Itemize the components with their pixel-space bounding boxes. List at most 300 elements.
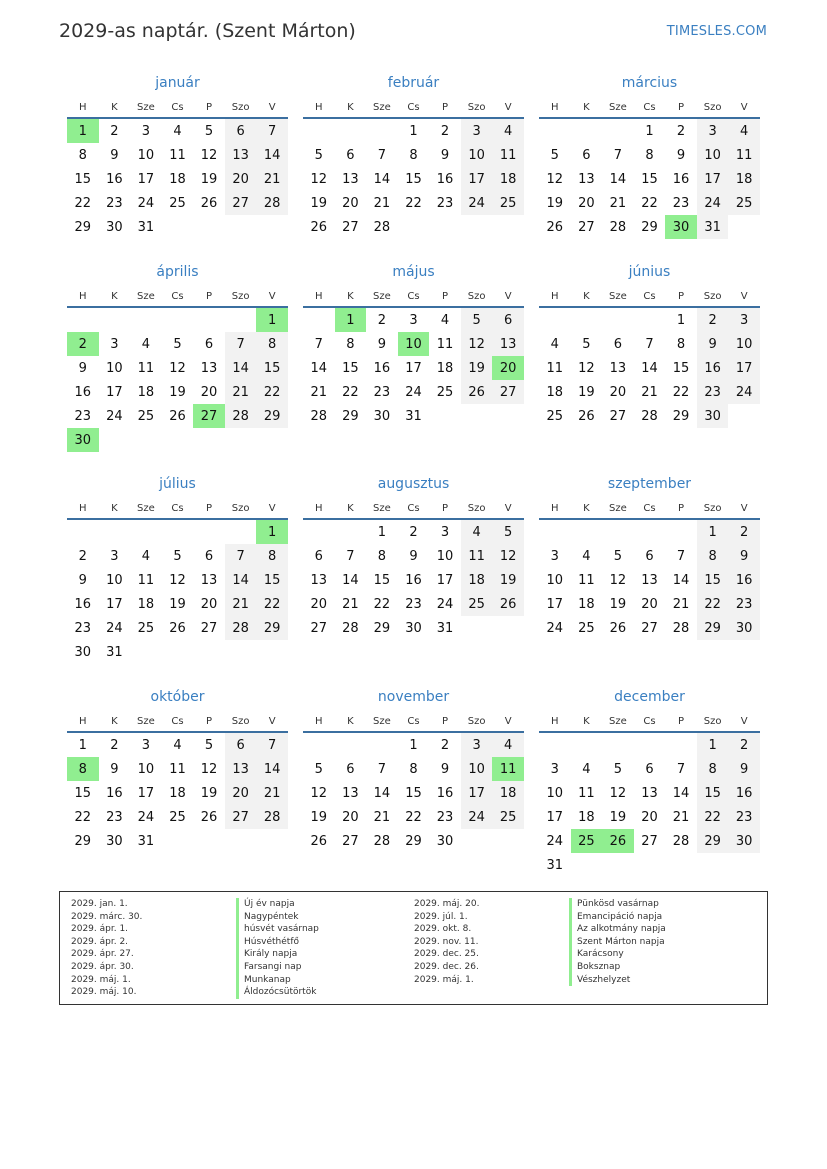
day-cell: 15 — [405, 171, 422, 187]
empty-cell — [634, 308, 666, 332]
day-cell: 4 — [550, 336, 559, 352]
day-cell: 18 — [137, 596, 155, 612]
day-cell: 19 — [578, 384, 595, 400]
day-cell: 8 — [346, 336, 355, 352]
day-cell: 3 — [141, 737, 151, 753]
day-cell: 27 — [200, 620, 218, 636]
day-grid — [67, 308, 288, 452]
day-cell: 27 — [342, 219, 359, 235]
weekday-label: Cs — [643, 291, 656, 302]
month-name: július — [159, 476, 196, 492]
weekday-label: Sze — [137, 102, 155, 113]
day-cell: 27 — [641, 620, 658, 636]
day-cell: 1 — [697, 733, 729, 757]
day-cell: 19 — [609, 596, 627, 612]
day-cell: 17 — [106, 384, 123, 400]
day-cell: 23 — [405, 596, 422, 612]
month-name: augusztus — [377, 476, 450, 492]
day-cell: 11 — [546, 360, 564, 376]
day-cell: 14 — [310, 360, 328, 376]
holiday-day-cell: 30 — [67, 428, 99, 452]
empty-cell — [366, 733, 398, 757]
empty-cell — [225, 520, 257, 544]
weekday-label: P — [206, 503, 213, 514]
legend-date: 2029. máj. 10. — [71, 987, 137, 998]
day-cell: 22 — [74, 195, 92, 211]
legend-date: 2029. máj. 20. — [414, 899, 480, 909]
day-cell: 14 — [225, 568, 257, 592]
day-cell: 1 — [697, 520, 729, 544]
day-cell: 20 — [200, 596, 218, 612]
legend-holiday-name: Nagypéntek — [236, 911, 319, 924]
weekday-label: Sze — [373, 503, 391, 514]
weekday-label: Sze — [373, 291, 391, 302]
weekday-label: Szo — [703, 102, 722, 113]
day-grid — [67, 733, 288, 853]
empty-cell — [634, 520, 666, 544]
weekday-label: H — [79, 102, 87, 113]
day-cell: 14 — [609, 171, 627, 187]
holiday-day-cell: 25 — [571, 829, 603, 853]
day-cell: 13 — [200, 360, 218, 376]
day-cell: 21 — [342, 596, 359, 612]
weekday-label: Sze — [137, 291, 155, 302]
empty-cell — [539, 520, 571, 544]
weekday-label: Szo — [467, 716, 486, 727]
day-cell: 26 — [200, 195, 218, 211]
day-cell: 9 — [728, 757, 760, 781]
day-cell: 20 — [641, 596, 658, 612]
empty-cell — [335, 119, 367, 143]
day-cell: 21 — [672, 596, 690, 612]
month-name: március — [621, 75, 678, 91]
day-cell: 10 — [461, 757, 493, 781]
day-cell: 6 — [225, 733, 257, 757]
day-cell: 6 — [346, 147, 355, 163]
day-cell: 21 — [256, 781, 288, 805]
day-cell: 12 — [492, 544, 524, 568]
day-cell: 25 — [546, 408, 564, 424]
day-cell: 11 — [169, 147, 186, 163]
weekday-label: Cs — [407, 716, 420, 727]
day-cell: 14 — [256, 143, 288, 167]
day-cell: 7 — [225, 332, 257, 356]
day-cell: 8 — [676, 336, 686, 352]
weekday-label: K — [583, 102, 590, 113]
day-cell: 10 — [461, 143, 493, 167]
day-cell: 18 — [137, 384, 155, 400]
day-cell: 4 — [582, 548, 591, 564]
empty-cell — [225, 308, 257, 332]
day-cell: 18 — [169, 785, 186, 801]
weekday-label: P — [442, 291, 449, 302]
day-cell: 28 — [342, 620, 359, 636]
legend-holiday-name: Pünkösd vasárnap — [569, 898, 666, 911]
legend-holiday-name: Áldozócsütörtök — [236, 986, 319, 999]
day-cell: 1 — [78, 737, 87, 753]
weekday-label: Sze — [609, 102, 627, 113]
empty-cell — [335, 520, 367, 544]
weekday-label: P — [678, 102, 685, 113]
day-cell: 7 — [676, 761, 686, 777]
legend-holiday-name: Új év napja — [236, 898, 319, 911]
day-cell: 22 — [256, 592, 288, 616]
weekday-label: Szo — [703, 291, 722, 302]
day-cell: 16 — [74, 384, 92, 400]
month-name: május — [392, 264, 435, 280]
day-cell: 29 — [697, 829, 729, 853]
day-cell: 13 — [492, 332, 524, 356]
weekday-label: K — [583, 291, 590, 302]
day-cell: 8 — [256, 544, 288, 568]
empty-cell — [303, 308, 335, 332]
legend-date: 2029. máj. 1. — [414, 974, 474, 985]
day-cell: 29 — [405, 833, 422, 849]
day-cell: 6 — [314, 548, 323, 564]
weekday-label: Szo — [231, 102, 250, 113]
day-cell: 29 — [373, 620, 391, 636]
day-cell: 25 — [492, 805, 524, 829]
day-cell: 11 — [578, 572, 595, 588]
month-11 — [303, 687, 524, 853]
day-cell: 14 — [373, 171, 391, 187]
weekday-label: K — [347, 716, 354, 727]
day-cell: 8 — [645, 147, 654, 163]
day-cell: 2 — [78, 548, 87, 564]
day-cell: 19 — [609, 809, 627, 825]
weekday-label: H — [315, 503, 323, 514]
month-9 — [539, 474, 760, 640]
weekday-label: K — [111, 716, 118, 727]
day-cell: 12 — [169, 572, 186, 588]
legend-holiday-name: Farsangi nap — [236, 961, 319, 974]
weekday-label: Szo — [703, 503, 722, 514]
day-cell: 24 — [106, 408, 123, 424]
day-cell: 4 — [728, 119, 760, 143]
weekday-header — [67, 499, 288, 518]
day-cell: 11 — [137, 360, 155, 376]
weekday-label: Sze — [137, 716, 155, 727]
day-cell: 6 — [582, 147, 591, 163]
day-cell: 22 — [74, 809, 92, 825]
month-12 — [539, 687, 760, 877]
day-cell: 7 — [645, 336, 654, 352]
day-cell: 21 — [641, 384, 658, 400]
day-cell: 10 — [106, 360, 123, 376]
day-cell: 5 — [492, 520, 524, 544]
weekday-label: P — [206, 716, 213, 727]
legend-names-left — [236, 898, 319, 999]
day-cell: 8 — [256, 332, 288, 356]
weekday-label: H — [79, 716, 87, 727]
day-cell: 8 — [697, 544, 729, 568]
day-cell: 26 — [461, 380, 493, 404]
day-cell: 17 — [461, 781, 493, 805]
day-cell: 16 — [106, 171, 123, 187]
day-cell: 2 — [377, 312, 387, 328]
legend-date: 2029. máj. 1. — [71, 974, 131, 985]
weekday-header — [539, 98, 760, 117]
day-cell: 23 — [728, 805, 760, 829]
day-cell: 3 — [141, 123, 151, 139]
day-cell: 4 — [173, 123, 182, 139]
month-name: február — [387, 75, 440, 91]
day-grid — [539, 520, 760, 640]
legend-holiday-name: Király napja — [236, 948, 319, 961]
day-cell: 22 — [697, 805, 729, 829]
day-cell: 17 — [436, 572, 454, 588]
day-cell: 10 — [728, 332, 760, 356]
empty-cell — [67, 520, 99, 544]
day-cell: 27 — [609, 408, 627, 424]
empty-cell — [130, 520, 162, 544]
day-cell: 23 — [106, 195, 123, 211]
weekday-label: V — [268, 503, 276, 514]
day-cell: 21 — [609, 195, 627, 211]
day-cell: 30 — [728, 616, 760, 640]
weekday-label: Szo — [467, 291, 486, 302]
day-cell: 3 — [550, 761, 559, 777]
day-cell: 7 — [613, 147, 623, 163]
holiday-day-cell: 20 — [492, 356, 524, 380]
day-cell: 7 — [225, 544, 257, 568]
day-cell: 26 — [169, 620, 186, 636]
day-cell: 13 — [342, 171, 359, 187]
day-cell: 7 — [377, 147, 387, 163]
legend-dates-right — [414, 898, 479, 986]
day-cell: 29 — [697, 616, 729, 640]
day-cell: 28 — [641, 408, 658, 424]
weekday-label: K — [347, 291, 354, 302]
day-cell: 15 — [641, 171, 658, 187]
day-cell: 13 — [310, 572, 328, 588]
legend-holiday-name: Boksznap — [569, 961, 666, 974]
day-cell: 25 — [137, 408, 155, 424]
day-cell: 28 — [256, 191, 288, 215]
holiday-day-cell: 27 — [193, 404, 225, 428]
empty-cell — [602, 308, 634, 332]
day-cell: 17 — [137, 171, 155, 187]
day-cell: 21 — [373, 809, 391, 825]
day-cell: 16 — [106, 785, 123, 801]
day-cell: 18 — [578, 596, 595, 612]
weekday-label: V — [504, 291, 512, 302]
day-grid — [303, 733, 524, 853]
day-cell: 29 — [74, 833, 92, 849]
day-cell: 18 — [461, 568, 493, 592]
day-cell: 9 — [440, 761, 450, 777]
day-cell: 1 — [409, 737, 418, 753]
day-cell: 12 — [310, 785, 328, 801]
weekday-header — [67, 98, 288, 117]
day-cell: 15 — [405, 785, 422, 801]
empty-cell — [162, 308, 194, 332]
day-cell: 28 — [225, 404, 257, 428]
weekday-label: H — [315, 291, 323, 302]
weekday-label: P — [442, 102, 449, 113]
day-cell: 18 — [546, 384, 564, 400]
day-cell: 17 — [546, 596, 564, 612]
day-cell: 10 — [137, 147, 155, 163]
day-cell: 3 — [409, 312, 418, 328]
empty-cell — [99, 308, 131, 332]
site-link[interactable]: TIMESLES.COM — [666, 24, 767, 39]
weekday-label: P — [678, 716, 685, 727]
day-cell: 20 — [578, 195, 595, 211]
day-cell: 22 — [342, 384, 359, 400]
day-cell: 22 — [405, 809, 422, 825]
day-cell: 14 — [256, 757, 288, 781]
day-cell: 21 — [225, 592, 257, 616]
weekday-label: Cs — [643, 102, 656, 113]
weekday-label: Cs — [171, 291, 184, 302]
day-cell: 24 — [546, 833, 564, 849]
weekday-label: V — [504, 716, 512, 727]
day-cell: 30 — [436, 833, 454, 849]
day-cell: 28 — [373, 833, 391, 849]
day-cell: 11 — [728, 143, 760, 167]
day-cell: 10 — [436, 548, 454, 564]
day-cell: 24 — [546, 620, 564, 636]
day-cell: 17 — [546, 809, 564, 825]
legend-date: 2029. jan. 1. — [71, 899, 128, 909]
day-cell: 23 — [672, 195, 690, 211]
weekday-label: Cs — [407, 503, 420, 514]
day-cell: 5 — [204, 737, 214, 753]
weekday-header — [303, 98, 524, 117]
legend-holiday-name: Munkanap — [236, 974, 319, 987]
day-cell: 10 — [137, 761, 155, 777]
month-2 — [303, 73, 524, 239]
day-cell: 31 — [546, 857, 564, 873]
day-cell: 27 — [225, 191, 257, 215]
day-cell: 3 — [461, 119, 493, 143]
month-10 — [67, 687, 288, 853]
month-name: december — [614, 689, 685, 705]
day-cell: 20 — [641, 809, 658, 825]
empty-cell — [335, 733, 367, 757]
day-cell: 10 — [106, 572, 123, 588]
day-cell: 14 — [672, 572, 690, 588]
day-cell: 19 — [310, 195, 328, 211]
day-cell: 11 — [169, 761, 186, 777]
day-cell: 29 — [672, 408, 690, 424]
day-cell: 22 — [405, 195, 422, 211]
weekday-label: Sze — [609, 503, 627, 514]
day-cell: 9 — [78, 360, 87, 376]
day-cell: 27 — [342, 833, 359, 849]
weekday-label: Cs — [407, 102, 420, 113]
day-cell: 18 — [728, 167, 760, 191]
holiday-day-cell: 1 — [256, 520, 288, 544]
day-cell: 21 — [256, 167, 288, 191]
weekday-header — [67, 287, 288, 306]
day-cell: 7 — [256, 119, 288, 143]
day-cell: 23 — [436, 195, 454, 211]
day-cell: 26 — [546, 219, 564, 235]
empty-cell — [303, 733, 335, 757]
day-cell: 8 — [409, 147, 418, 163]
day-cell: 24 — [137, 195, 155, 211]
page-title: 2029-as naptár. (Szent Márton) — [59, 20, 356, 42]
empty-cell — [303, 520, 335, 544]
day-cell: 27 — [310, 620, 328, 636]
day-cell: 6 — [346, 761, 355, 777]
day-cell: 22 — [256, 380, 288, 404]
day-cell: 11 — [492, 143, 524, 167]
weekday-label: K — [347, 102, 354, 113]
day-cell: 2 — [110, 737, 119, 753]
day-cell: 21 — [225, 380, 257, 404]
day-cell: 9 — [110, 761, 119, 777]
holiday-day-cell: 1 — [256, 308, 288, 332]
weekday-label: Szo — [467, 102, 486, 113]
day-cell: 21 — [310, 384, 328, 400]
day-cell: 4 — [492, 119, 524, 143]
day-cell: 2 — [697, 308, 729, 332]
day-grid — [67, 520, 288, 664]
weekday-label: H — [79, 503, 87, 514]
day-cell: 7 — [314, 336, 323, 352]
day-cell: 2 — [440, 123, 450, 139]
day-cell: 3 — [110, 548, 119, 564]
day-cell: 2 — [409, 524, 418, 540]
day-cell: 24 — [436, 596, 454, 612]
day-cell: 5 — [204, 123, 214, 139]
weekday-header — [303, 499, 524, 518]
day-cell: 8 — [377, 548, 387, 564]
empty-cell — [602, 520, 634, 544]
month-6 — [539, 262, 760, 428]
day-cell: 18 — [578, 809, 595, 825]
weekday-label: Cs — [643, 503, 656, 514]
weekday-label: K — [583, 503, 590, 514]
weekday-header — [539, 287, 760, 306]
empty-cell — [571, 520, 603, 544]
day-cell: 13 — [225, 143, 257, 167]
day-cell: 7 — [377, 761, 387, 777]
day-cell: 15 — [342, 360, 359, 376]
day-cell: 13 — [609, 360, 627, 376]
day-cell: 15 — [74, 171, 92, 187]
day-cell: 29 — [256, 616, 288, 640]
day-cell: 17 — [405, 360, 422, 376]
day-cell: 26 — [578, 408, 595, 424]
day-cell: 20 — [310, 596, 328, 612]
day-cell: 2 — [728, 520, 760, 544]
day-cell: 24 — [106, 620, 123, 636]
day-cell: 2 — [440, 737, 450, 753]
empty-cell — [67, 308, 99, 332]
empty-cell — [193, 308, 225, 332]
day-cell: 22 — [697, 592, 729, 616]
day-cell: 30 — [405, 620, 422, 636]
day-cell: 19 — [310, 809, 328, 825]
day-cell: 16 — [436, 785, 454, 801]
weekday-label: H — [79, 291, 87, 302]
day-cell: 1 — [377, 524, 387, 540]
weekday-header — [67, 712, 288, 731]
empty-cell — [539, 119, 571, 143]
day-cell: 19 — [169, 596, 186, 612]
day-cell: 14 — [672, 785, 690, 801]
weekday-label: V — [504, 102, 512, 113]
month-name: szeptember — [607, 476, 692, 492]
day-grid — [303, 119, 524, 239]
day-cell: 25 — [492, 191, 524, 215]
day-cell: 12 — [169, 360, 186, 376]
day-cell: 15 — [373, 572, 391, 588]
